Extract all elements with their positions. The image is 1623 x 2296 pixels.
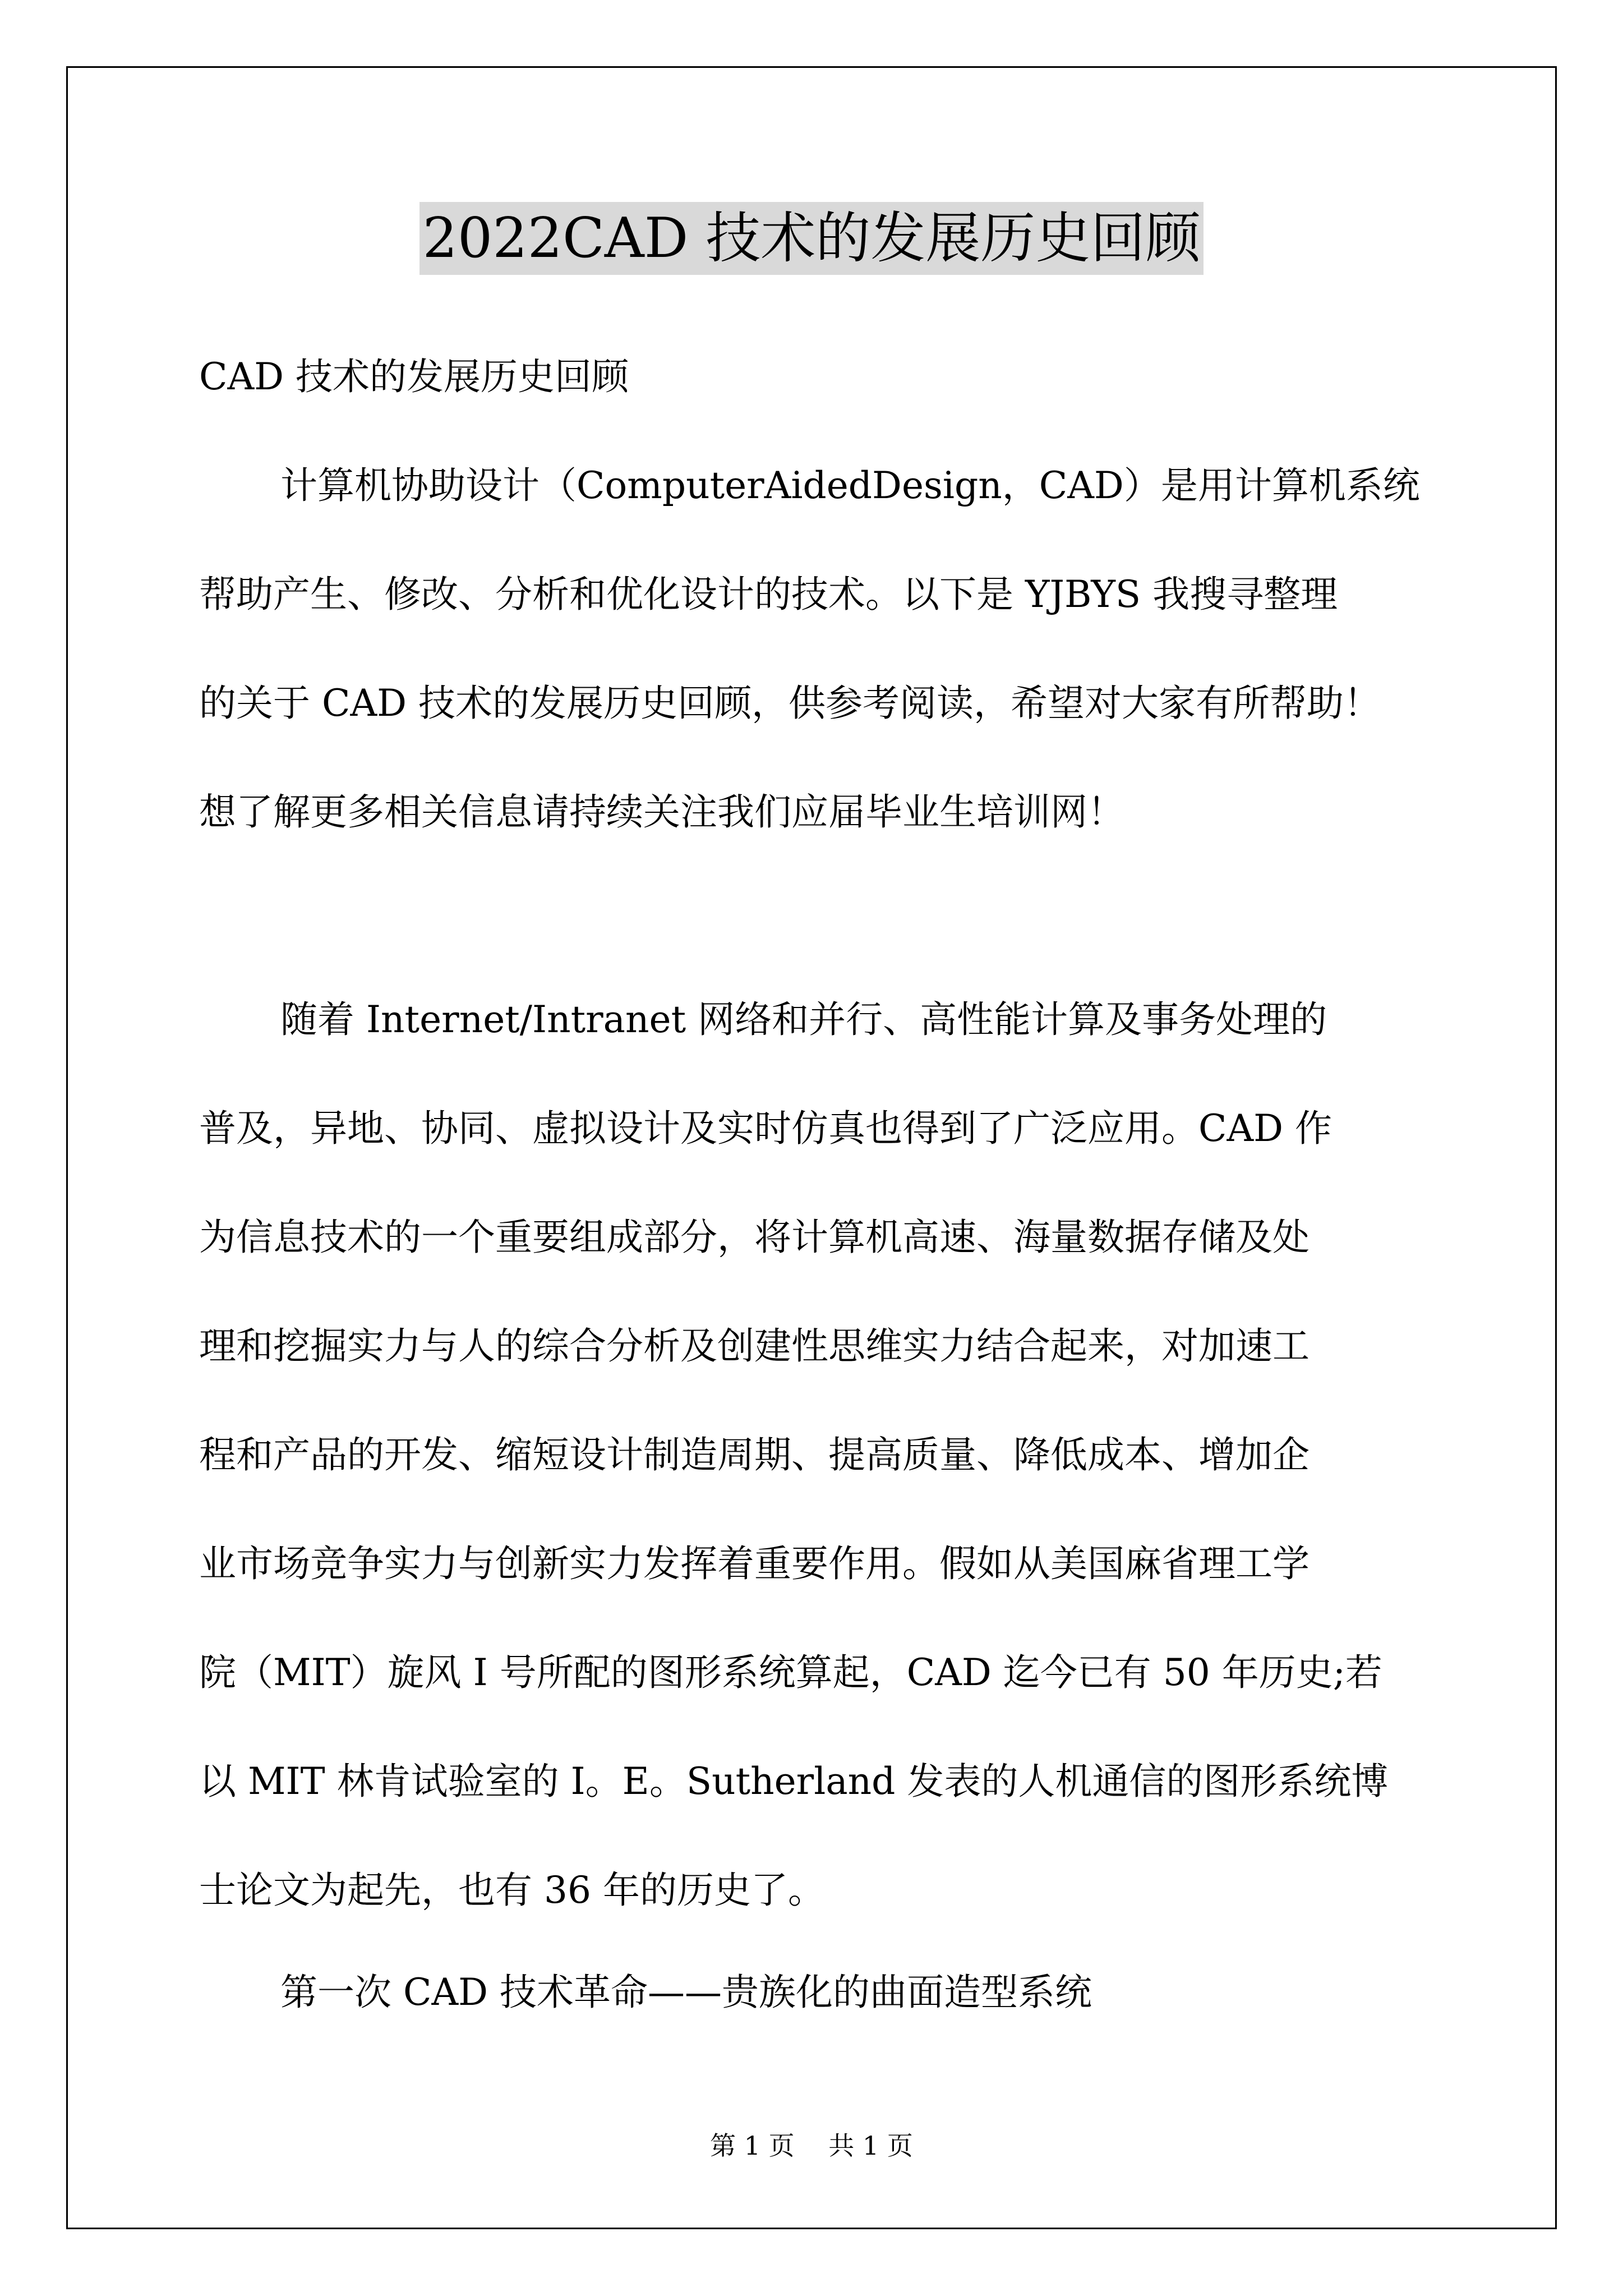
document-subtitle[interactable]: CAD 技术的发展历史回顾	[199, 355, 629, 398]
paragraph2-line-6[interactable]: 业市场竞争实力与创新实力发挥着重要作用。假如从美国麻省理工学	[199, 1542, 1310, 1585]
paragraph2-line-2[interactable]: 普及，异地、协同、虚拟设计及实时仿真也得到了广泛应用。CAD 作	[199, 1107, 1332, 1150]
paragraph1-line-2[interactable]: 帮助产生、修改、分析和优化设计的技术。以下是 YJBYS 我搜寻整理	[199, 573, 1338, 616]
section-heading[interactable]: 第一次 CAD 技术革命——贵族化的曲面造型系统	[280, 1971, 1092, 2014]
paragraph2-line-9[interactable]: 士论文为起先，也有 36 年的历史了。	[199, 1869, 825, 1912]
paragraph2-line-5[interactable]: 程和产品的开发、缩短设计制造周期、提高质量、降低成本、增加企	[199, 1433, 1310, 1476]
document-title[interactable]: 2022CAD 技术的发展历史回顾	[419, 202, 1204, 275]
paragraph1-line-1[interactable]: 计算机协助设计（ComputerAidedDesign，CAD）是用计算机系统	[280, 464, 1420, 507]
paragraph1-line-3[interactable]: 的关于 CAD 技术的发展历史回顾，供参考阅读，希望对大家有所帮助！	[199, 682, 1381, 725]
paragraph2-line-8[interactable]: 以 MIT 林肯试验室的 I。E。Sutherland 发表的人机通信的图形系统博	[199, 1760, 1389, 1803]
paragraph2-line-3[interactable]: 为信息技术的一个重要组成部分，将计算机高速、海量数据存储及处	[199, 1216, 1310, 1259]
paragraph2-line-4[interactable]: 理和挖掘实力与人的综合分析及创建性思维实力结合起来，对加速工	[199, 1324, 1310, 1368]
title-container	[0, 202, 1623, 275]
paragraph1-line-4[interactable]: 想了解更多相关信息请持续关注我们应届毕业生培训网！	[199, 790, 1124, 834]
page-number-footer: 第 1 页 共 1 页	[710, 2131, 913, 2161]
paragraph2-line-1[interactable]: 随着 Internet/Intranet 网络和并行、高性能计算及事务处理的	[280, 998, 1327, 1041]
paragraph2-line-7[interactable]: 院（MIT）旋风 I 号所配的图形系统算起，CAD 迄今已有 50 年历史;若	[199, 1651, 1382, 1694]
